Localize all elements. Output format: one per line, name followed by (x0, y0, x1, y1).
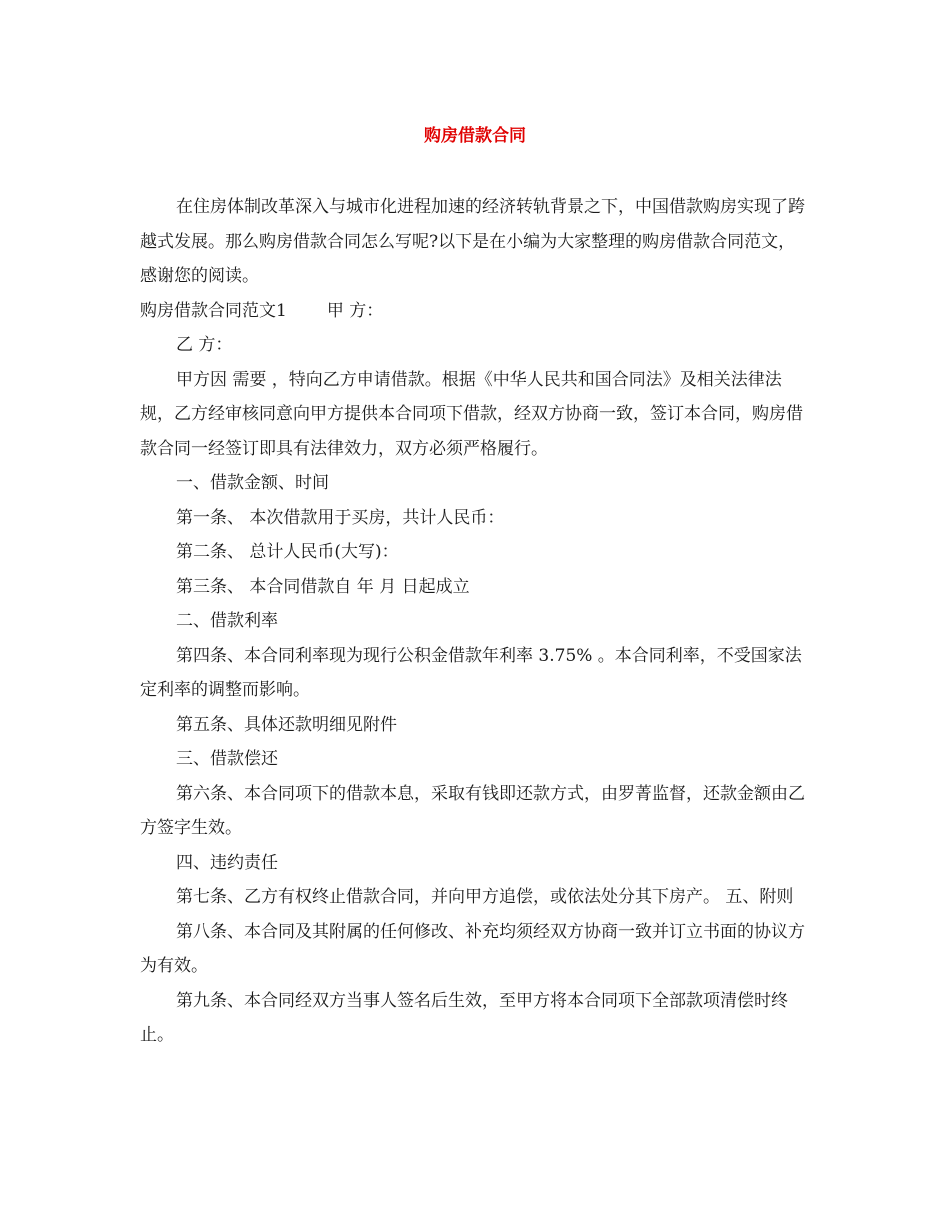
section-heading-1: 一、借款金额、时间 (176, 473, 329, 493)
party-b-label: 乙 方： (176, 335, 233, 355)
article-3: 第三条、 本合同借款自 年 月 日起成立 (176, 576, 470, 597)
document-body (140, 190, 812, 1053)
section-heading-4: 四、违约责任 (176, 852, 278, 873)
article-5: 第五条、具体还款明细见附件 (176, 714, 397, 735)
preamble-paragraph: 甲方因 需要 ，特向乙方申请借款。根据《中华人民共和国合同法》及相关法律法规，乙方经审核同意向甲方提供本合同项下借款，经双方协商一致，签订本合同，购房借款合同一经签订即具有法律效力，双方必须严格履行。 (140, 369, 803, 459)
article-2: 第二条、 总计人民币(大写)： (176, 542, 399, 562)
article-4: 第四条、本合同利率现为现行公积金借款年利率 3.75% 。本合同利率，不受国家法定利率的调整而影响。 (140, 645, 802, 700)
article-7: 第七条、乙方有权终止借款合同，并向甲方追偿，或依法处分其下房产。 五、附则 (176, 887, 794, 907)
article-8: 第八条、本合同及其附属的任何修改、补充均须经双方协商一致并订立书面的协议方为有效。 (140, 921, 805, 976)
party-a-label: 甲 方： (326, 300, 384, 321)
section-heading-3: 三、借款偿还 (176, 749, 278, 769)
sample-heading-line (140, 294, 812, 329)
section-heading-2: 二、借款利率 (176, 611, 278, 631)
article-6: 第六条、本合同项下的借款本息，采取有钱即还款方式，由罗菁监督，还款金额由乙方签字生效。 (140, 783, 805, 838)
sample-heading: 购房借款合同范文1 (140, 300, 287, 321)
article-1: 第一条、 本次借款用于买房，共计人民币： (176, 507, 505, 528)
document-title: 购房借款合同 (424, 126, 526, 146)
article-9: 第九条、本合同经双方当事人签名后生效，至甲方将本合同项下全部款项清偿时终止。 (140, 990, 788, 1045)
intro-paragraph: 在住房体制改革深入与城市化进程加速的经济转轨背景之下，中国借款购房实现了跨越式发展。那么购房借款合同怎么写呢?以下是在小编为大家整理的购房借款合同范文，感谢您的阅读。 (140, 197, 805, 286)
